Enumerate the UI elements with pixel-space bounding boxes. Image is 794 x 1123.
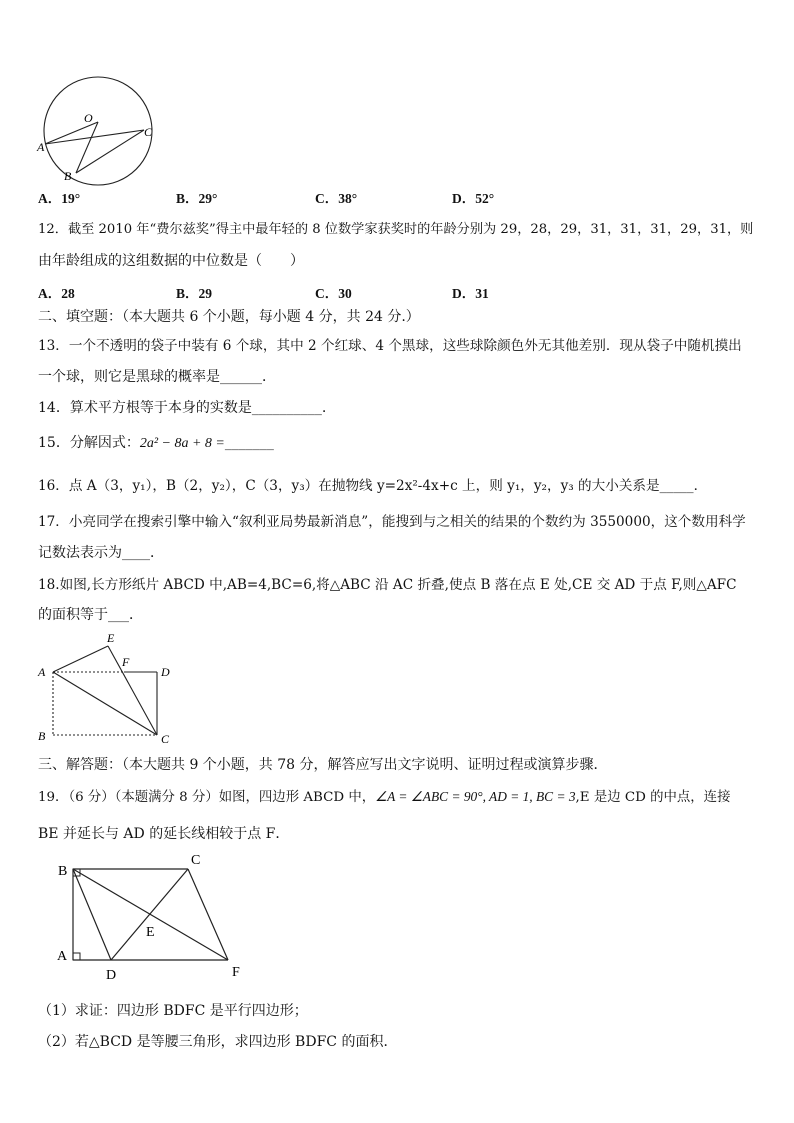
label-c: C [144,125,153,139]
q17-line1: 17．小亮同学在搜索引擎中输入“叙利亚局势最新消息”，能搜到与之相关的结果的个数约为 3550000，这个数用科学 [38,514,746,530]
q16-text: 16．点 A（3，y₁），B（2，y₂），C（3，y₃）在抛物线 y=2x²-4x+c 上，则 y₁，y₂，y₃ 的大小关系是_____． [38,478,708,494]
section2-heading: 二、填空题：（本大题共 6 个小题，每小题 4 分，共 24 分.） [38,309,420,325]
q19-line2: BE 并延长与 AD 的延长线相较于点 F． [38,826,290,842]
q15-blank: _______ [224,435,274,451]
q19-part2: （2）若△BCD 是等腰三角形，求四边形 BDFC 的面积． [38,1034,398,1050]
q11-circle-figure [36,76,166,186]
q12-choice-a: A．28 [38,286,75,301]
label-c: C [191,853,201,868]
label-b: B [38,729,46,743]
label-b: B [58,864,68,879]
label-c: C [161,732,170,746]
segment-ac [53,672,157,735]
segment-bf [73,869,228,960]
q19-line1 [38,786,730,805]
q18-rectangle-figure [36,630,186,746]
label-e: E [107,631,115,645]
segment-ec [108,646,157,735]
q15-expression: 2a² − 8a + 8 = [139,436,225,451]
q12-line1: 12．截至 2010 年“费尔兹奖”得主中最年轻的 8 位数学家获奖时的年龄分别为 29，28，29，31，31，31，29，31，则 [38,222,754,237]
q15-text [38,432,274,452]
q11-choice-d: D．52° [452,191,495,206]
label-a: A [57,949,68,964]
q12-choice-b: B．29 [176,286,213,301]
right-angle-mark-a [73,953,80,960]
q13-line2: 一个球，则它是黑球的概率是______． [38,369,276,385]
q11-choice-c: C．38° [315,191,358,206]
label-o: O [84,111,93,125]
q15-prefix: 15．分解因式： [38,435,140,451]
q19-line1-suffix: ,E 是边 CD 的中点，连接 [575,790,731,805]
label-d: D [161,665,170,679]
q17-line2: 记数法表示为____． [38,545,164,561]
label-e: E [146,925,155,940]
label-a: A [37,140,45,154]
label-a: A [38,665,46,679]
q11-choice-a: A．19° [38,191,81,206]
q19-part1: （1）求证：四边形 BDFC 是平行四边形； [38,1003,308,1019]
q13-line1: 13．一个不透明的袋子中装有 6 个球，其中 2 个红球、4 个黑球，这些球除颜色外无其他差别．现从袋子中随机摸出 [38,338,742,354]
segment-bc [76,130,144,173]
segment-bd [73,869,111,960]
q18-line2: 的面积等于___． [38,607,143,623]
segment-cf [188,869,228,960]
section3-heading: 三、解答题：（本大题共 9 个小题，共 78 分，解答应写出文字说明、证明过程或演算步骤． [38,757,608,773]
segment-ae [53,646,108,672]
q19-quadrilateral-figure [50,848,260,984]
q19-line1-prefix: 19．（6 分）（本题满分 8 分）如图，四边形 ABCD 中， [38,790,376,805]
q19-line1-math: ∠A = ∠ABC = 90°, AD = 1, BC = 3 [375,789,576,804]
q18-line1: 18.如图,长方形纸片 ABCD 中,AB=4,BC=6,将△ABC 沿 AC 折叠,使点 B 落在点 E 处,CE 交 AD 于点 F,则△AFC [38,577,737,593]
q12-choice-d: D．31 [452,286,489,301]
q12-line2: 由年龄组成的这组数据的中位数是（ ） [38,253,304,269]
label-d: D [106,968,117,983]
q14-text: 14．算术平方根等于本身的实数是__________. [38,400,327,416]
label-f: F [122,655,130,669]
q11-choice-b: B．29° [176,191,218,206]
segment-ac [45,130,144,144]
label-b: B [64,169,72,183]
q12-choice-c: C．30 [315,286,352,301]
label-f: F [232,965,240,980]
